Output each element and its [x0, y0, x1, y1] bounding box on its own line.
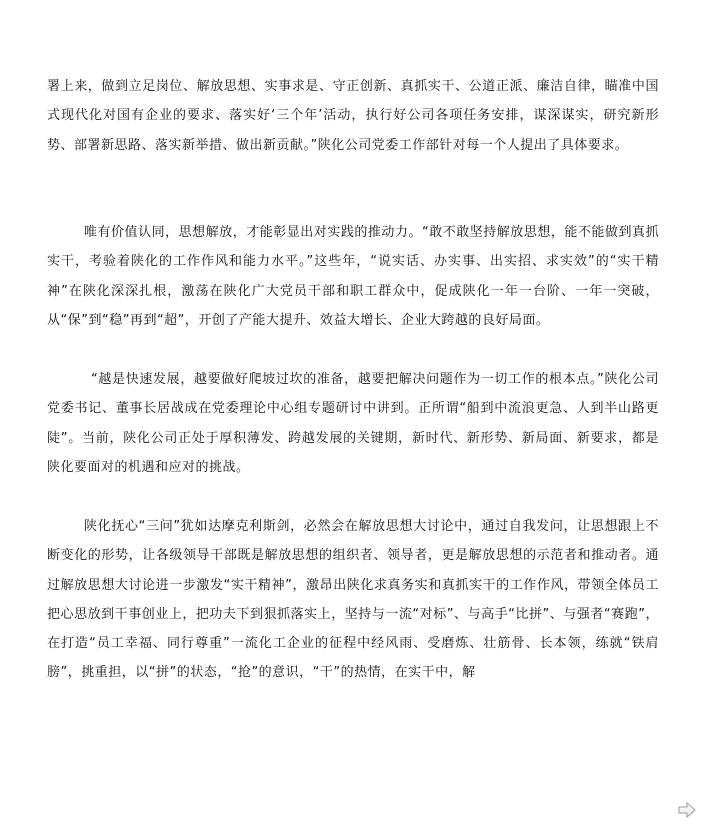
paragraph-2: 唯有价值认同，思想解放，才能彰显出对实践的推动力。“敢不敢坚持解放思想，能不能做到真抓实干，考验着陕化的工作作风和能力水平。”这些年，“说实话、办实事、出实招、求实效”的“实干精神”在陕化深深扎根，激荡在陕化广大党员干部和职工群众中，促成陕化一年一台阶、一年一突破，从“保”到“稳”再到“超”，开创了产能大提升、效益大增长、企业大跨越的良好局面。 — [47, 225, 659, 328]
paragraph-1: 署上来，做到立足岗位、解放思想、实事求是、守正创新、真抓实干、公道正派、廉洁自律，瞄准中国式现代化对国有企业的要求、落实好‘三个年’活动，执行好公司各项任务安排，谋深谋实，研究新形势、部署新思路、落实新举措、做出新贡献。”陕化公司党委工作部针对每一个人提出了具体要求。 — [47, 79, 659, 153]
paragraph-4: 陕化抚心“三问”犹如达摩克利斯剑，必然会在解放思想大讨论中，通过自我发问，让思想跟上不断变化的形势，让各级领导干部既是解放思想的组织者、领导者，更是解放思想的示范者和推动者。通过解放思想大讨论进一步激发“实干精神”，激昂出陕化求真务实和真抓实干的工作作风，带领全体员工把心思放到干事创业上，把功夫下到狠抓落实上，坚持与一流“对标”、与高手“比拼”、与强者“赛跑”，在打造“员工幸福、同行尊重”一流化工企业的征程中经风雨、受磨炼、壮筋骨、长本领，练就“铁肩膀”，挑重担，以“拼”的状态，“抢”的意识，“干”的热情，在实干中，解 — [47, 519, 659, 681]
paragraph-3: “越是快速发展，越要做好爬坡过坎的准备，越要把解决问题作为一切工作的根本点。”陕化公司党委书记、董事长居战成在党委理论中心组专题研讨中讲到。正所谓“船到中流浪更急、人到半山路更陡”。当前，陕化公司正处于厚积薄发、跨越发展的关键期，新时代、新形势、新局面、新要求，都是陕化要面对的机遇和应对的挑战。 — [47, 372, 659, 475]
next-page-arrow-icon[interactable] — [678, 801, 696, 819]
